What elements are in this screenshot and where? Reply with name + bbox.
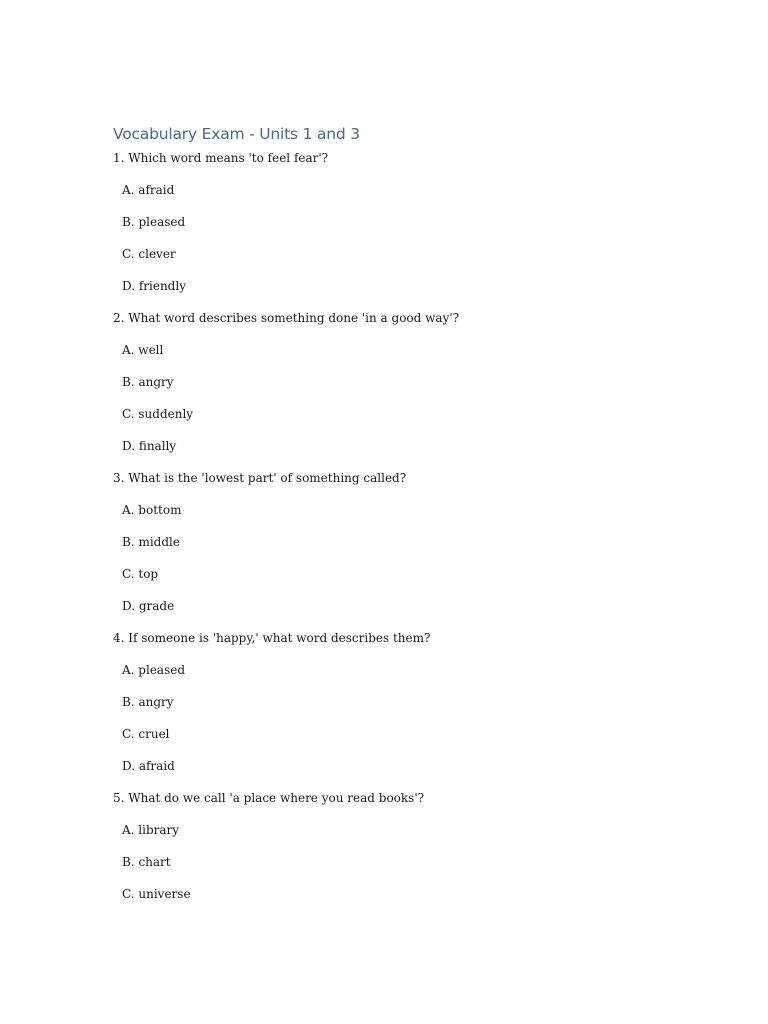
question-3-option-a: A. bottom (122, 503, 182, 517)
question-5-option-b: B. chart (122, 855, 171, 869)
question-4-option-a: A. pleased (122, 663, 186, 677)
question-2: 2. What word describes something done 'in a good way'? (113, 311, 460, 325)
question-3-option-b: B. middle (122, 535, 180, 549)
question-4: 4. If someone is 'happy,' what word describes them? (113, 631, 431, 645)
question-2-option-c: C. suddenly (122, 407, 194, 421)
question-5-option-a: A. library (122, 823, 180, 837)
question-3-option-c: C. top (122, 567, 159, 581)
question-3: 3. What is the 'lowest part' of something called? (113, 471, 407, 485)
question-1-option-b: B. pleased (122, 215, 186, 229)
question-5-option-c: C. universe (122, 887, 191, 901)
question-2-option-a: A. well (122, 343, 164, 357)
question-2-option-d: D. finally (122, 439, 177, 453)
question-1: 1. Which word means 'to feel fear'? (113, 151, 329, 165)
question-1-option-a: A. afraid (122, 183, 175, 197)
question-1-option-d: D. friendly (122, 279, 186, 293)
question-2-option-b: B. angry (122, 375, 174, 389)
question-1-option-c: C. clever (122, 247, 176, 261)
question-3-option-d: D. grade (122, 599, 175, 613)
question-4-option-d: D. afraid (122, 759, 175, 773)
question-5: 5. What do we call 'a place where you read books'? (113, 791, 425, 805)
question-4-option-b: B. angry (122, 695, 174, 709)
exam-title: Vocabulary Exam - Units 1 and 3 (113, 125, 360, 143)
question-4-option-c: C. cruel (122, 727, 170, 741)
